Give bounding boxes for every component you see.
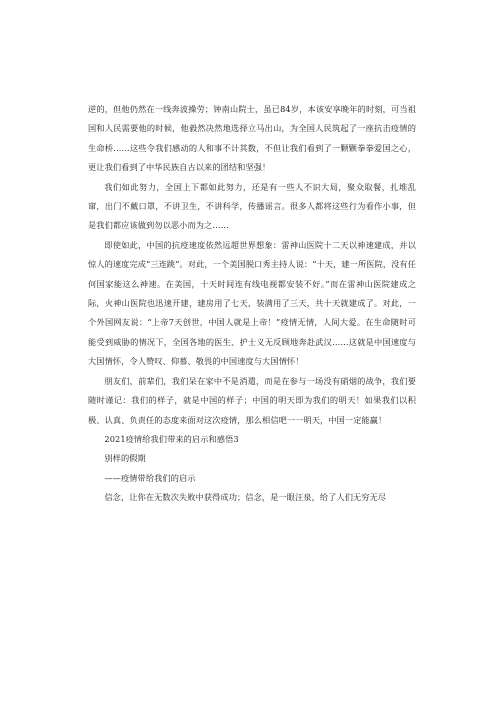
paragraph-efforts: 我们如此努力，全国上下都如此努力，还是有一些人不识大局，聚众取餐，扎堆乱窜，出门不戴口罩，不讲卫生，不讲科学，传播谣言。很多人都将这些行为看作小事，但是我们都应该做到勿以恶小而为之……	[88, 181, 416, 231]
essay-title: 别样的假期	[104, 453, 146, 464]
paragraph-china-speed: 即使如此，中国的抗疫速度依然远超世界想象：雷神山医院十二天以神速建成，并以惊人的速度完成“三连跳”。对此，一个美国脱口秀主持人说：“十天，建一所医院，没有任何国家能这么神速。在美国，十天时间连有线电视都安装不好。”而在雷神山医院建成之际，火神山医院也迅速开建，建房用了七天，装满用了三天，共十天就建成了。对此，一个外国网友说：“上帝7天创世，中国人就是上帝！”疫情无情，人间大爱。在生命随时可能受到威胁的情况下，全国各地的医生、护士义无反顾地奔赴武汉……这就是中国速度与大国情怀，令人赞叹、仰慕、敬畏的中国速度与大国情怀！	[88, 239, 416, 367]
paragraph-friends: 朋友们，前辈们，我们呆在家中不是消遣，而是在参与一场没有硝烟的战争，我们要随时谨记：我们的样子，就是中国的样子；中国的明天即为我们的明天！如果我们以积极、认真、负责任的态度来面对这次疫情，那么相信吧一一明天，中国一定能赢！	[88, 375, 416, 425]
section-title: 2021疫情给我们带来的启示和感悟3	[104, 433, 239, 444]
paragraph-belief: 信念，让你在无数次失败中获得成功；信念，是一眼汪泉，给了人们无穷无尽	[104, 492, 387, 503]
essay-subtitle: ——疫情带给我们的启示	[104, 472, 196, 483]
document-body	[88, 100, 416, 508]
paragraph-continuation: 逆的，但他仍然在一线奔波操劳；钟南山院士，虽已84岁，本该安享晚年的时刻，可当祖国和人民需要他的时候，他毅然决然地选择立马出山，为全国人民筑起了一座抗击疫情的生命桥……这些令我们感动的人和事不计其数，不但让我们看到了一颗颗拳拳爱国之心，更让我们看到了中华民族自古以来的团结和坚强！	[88, 104, 416, 173]
